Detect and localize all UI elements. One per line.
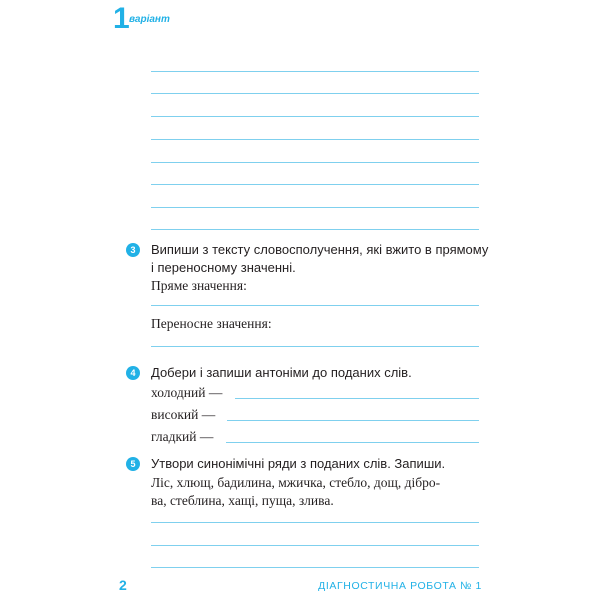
task-number-badge: 5 [126, 457, 140, 471]
antonym-word: холодний — [151, 385, 223, 400]
answer-line[interactable] [151, 71, 479, 72]
answer-line[interactable] [151, 229, 479, 230]
answer-line[interactable] [226, 442, 479, 443]
task-number-badge: 3 [126, 243, 140, 257]
answer-line[interactable] [151, 522, 479, 523]
task-instruction: Утвори синонімічні ряди з поданих слів. Запиши. [151, 456, 446, 471]
task-instruction: Добери і запиши антоніми до поданих слів. [151, 365, 412, 380]
answer-line[interactable] [151, 139, 479, 140]
footer-title: ДІАГНОСТИЧНА РОБОТА № 1 [318, 580, 482, 592]
answer-line[interactable] [151, 207, 479, 208]
antonym-word: високий — [151, 407, 216, 422]
variant-number: 1 [113, 2, 129, 35]
page-number: 2 [119, 577, 127, 593]
task-instruction: і переносному значенні. [151, 260, 296, 275]
antonym-word: гладкий — [151, 429, 214, 444]
field-label-direct: Пряме значення: [151, 278, 247, 293]
answer-line[interactable] [151, 162, 479, 163]
field-label-figurative: Переносне значення: [151, 316, 272, 331]
answer-line[interactable] [151, 545, 479, 546]
answer-line[interactable] [151, 93, 479, 94]
word-list: Ліс, хлющ, бадилина, мжичка, стебло, дощ, дібро- [151, 475, 441, 490]
variant-label: варіант [129, 14, 170, 25]
task-instruction: Випиши з тексту словосполучення, які вжито в прямому [151, 242, 489, 257]
task-number-badge: 4 [126, 366, 140, 380]
answer-line[interactable] [151, 346, 479, 347]
word-list: ва, стеблина, хащі, пуща, злива. [151, 493, 334, 508]
answer-line[interactable] [151, 305, 479, 306]
answer-line[interactable] [151, 116, 479, 117]
answer-line[interactable] [235, 398, 479, 399]
answer-line[interactable] [227, 420, 479, 421]
answer-line[interactable] [151, 184, 479, 185]
answer-line[interactable] [151, 567, 479, 568]
